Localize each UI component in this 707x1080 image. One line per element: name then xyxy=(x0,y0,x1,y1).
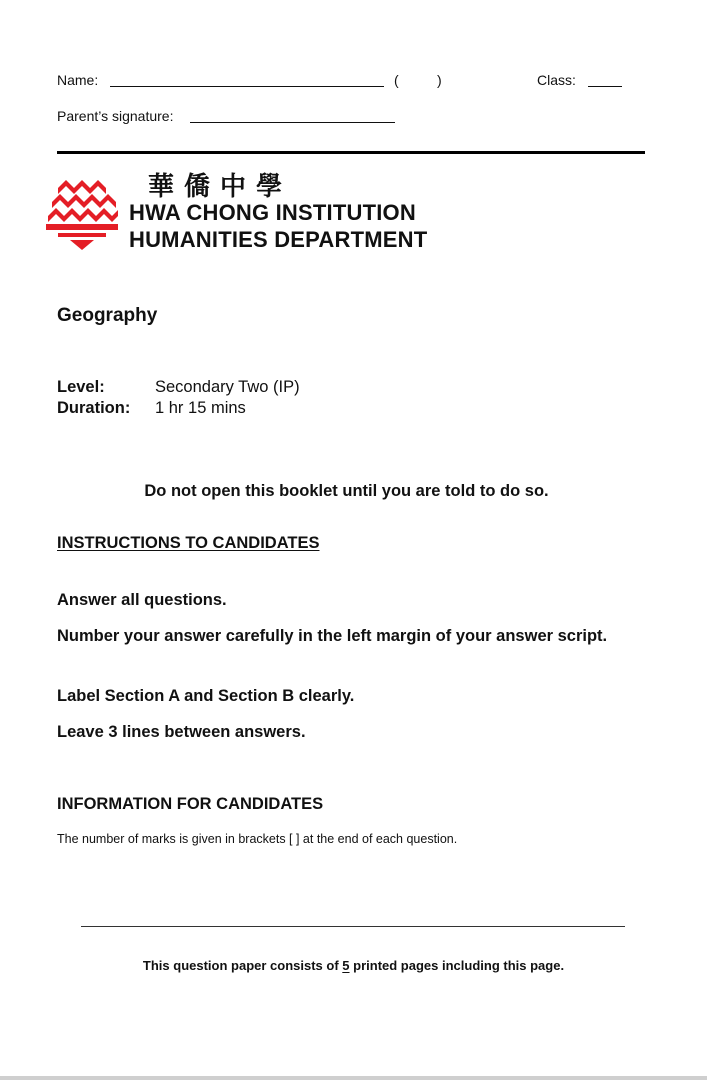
subject-title: Geography xyxy=(57,305,158,326)
instruction-item: Label Section A and Section B clearly. xyxy=(57,687,355,705)
header-divider xyxy=(57,151,645,154)
instruction-item: Answer all questions. xyxy=(57,591,227,609)
exam-notice-text: Do not open this booklet until you are told to do so. xyxy=(144,482,549,500)
department-name: HUMANITIES DEPARTMENT xyxy=(129,227,428,252)
exam-notice xyxy=(0,482,707,501)
page-count-note xyxy=(0,958,707,973)
duration-label: Duration: xyxy=(57,399,131,417)
school-name: HWA CHONG INSTITUTION xyxy=(129,200,416,225)
school-chinese-name: 華僑中學 xyxy=(148,172,293,202)
level-label: Level: xyxy=(57,378,105,396)
class-field[interactable] xyxy=(588,72,622,87)
instruction-item: Number your answer carefully in the left margin of your answer script. xyxy=(57,627,608,645)
parent-signature-label: Parent’s signature: xyxy=(57,108,174,124)
page-count-suffix: printed pages including this page. xyxy=(349,958,565,973)
instructions-heading: INSTRUCTIONS TO CANDIDATES xyxy=(57,534,320,552)
name-field[interactable] xyxy=(110,72,384,87)
name-label: Name: xyxy=(57,72,99,88)
school-logo-icon xyxy=(44,178,120,252)
class-label: Class: xyxy=(537,72,576,88)
page-count-number: 5 xyxy=(342,958,350,973)
page-count-prefix: This question paper consists of xyxy=(142,958,343,973)
parent-signature-field[interactable] xyxy=(190,108,395,123)
register-number-close-paren: ) xyxy=(437,72,442,88)
information-text: The number of marks is given in brackets [ ] at the end of each question. xyxy=(57,832,458,846)
instruction-item: Leave 3 lines between answers. xyxy=(57,723,306,741)
footer-divider xyxy=(81,926,625,927)
register-number-open-paren: ( xyxy=(394,72,399,88)
information-heading: INFORMATION FOR CANDIDATES xyxy=(57,795,324,813)
level-value: Secondary Two (IP) xyxy=(155,378,300,396)
duration-value: 1 hr 15 mins xyxy=(155,399,246,417)
viewer-bottom-edge xyxy=(0,1076,707,1080)
